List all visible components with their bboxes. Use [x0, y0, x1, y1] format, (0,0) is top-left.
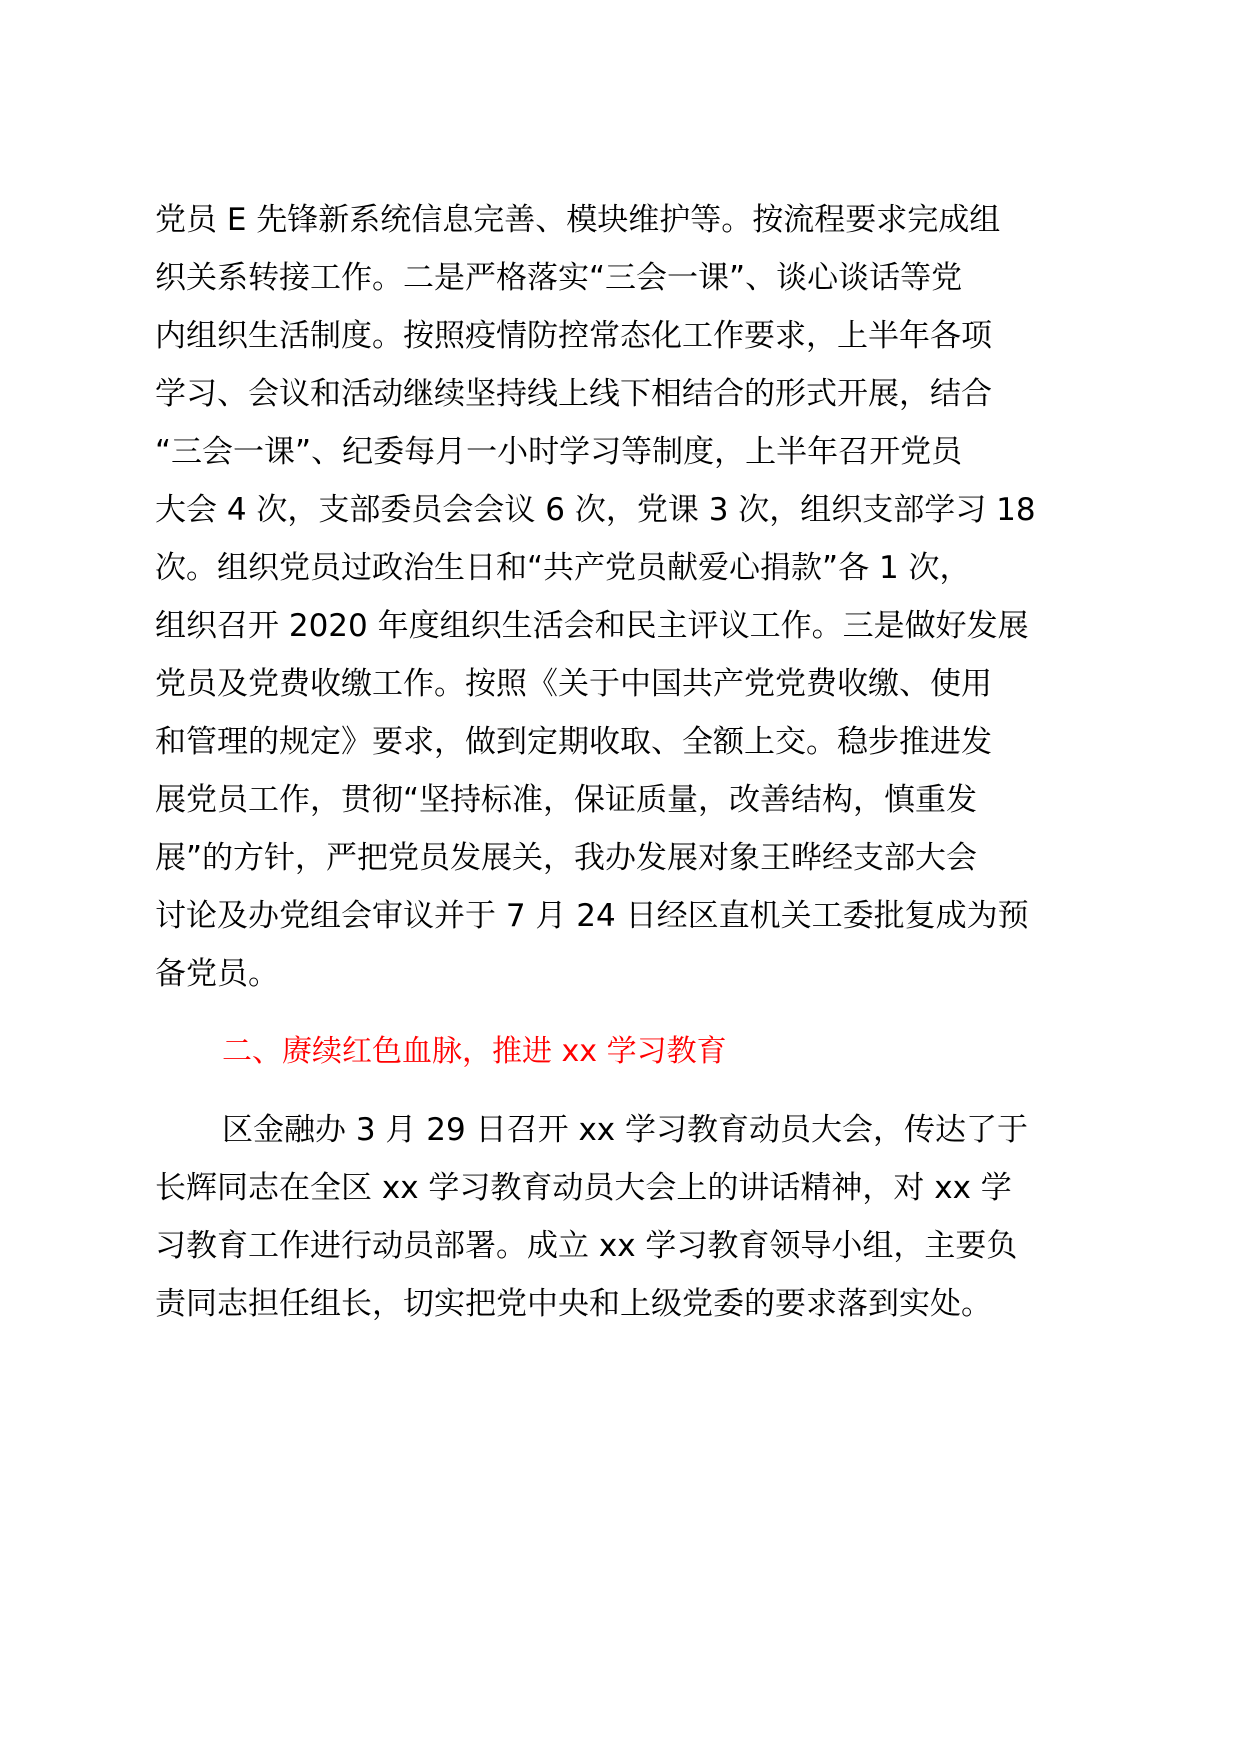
- body-text-line: 习教育工作进行动员部署。成立 xx 学习教育领导小组，主要负: [155, 1228, 1018, 1264]
- body-text-line: 党员及党费收缴工作。按照《关于中国共产党党费收缴、使用: [155, 666, 992, 702]
- section-heading: 二、赓续红色血脉，推进 xx 学习教育: [222, 1034, 727, 1069]
- body-text-line: 次。组织党员过政治生日和“共产党员献爱心捐款”各 1 次，: [155, 550, 971, 586]
- body-text-line: 长辉同志在全区 xx 学习教育动员大会上的讲话精神，对 xx 学: [155, 1170, 1012, 1206]
- body-text-line: 区金融办 3 月 29 日召开 xx 学习教育动员大会，传达了于: [222, 1112, 1028, 1148]
- body-text-line: 内组织生活制度。按照疫情防控常态化工作要求，上半年各项: [155, 318, 992, 354]
- body-text-line: “三会一课”、纪委每月一小时学习等制度，上半年召开党员: [155, 434, 963, 470]
- body-text-line: 展党员工作，贯彻“坚持标准，保证质量，改善结构，慎重发: [155, 782, 978, 818]
- body-text-line: 织关系转接工作。二是严格落实“三会一课”、谈心谈话等党: [155, 260, 963, 296]
- body-text-line: 组织召开 2020 年度组织生活会和民主评议工作。三是做好发展: [155, 608, 1029, 644]
- body-text-line: 讨论及办党组会审议并于 7 月 24 日经区直机关工委批复成为预: [155, 898, 1029, 934]
- body-text-line: 责同志担任组长，切实把党中央和上级党委的要求落到实处。: [155, 1286, 992, 1322]
- body-text-line: 备党员。: [155, 956, 279, 992]
- body-text-line: 展”的方针，严把党员发展关，我办发展对象王晔经支部大会: [155, 840, 978, 876]
- body-text-line: 大会 4 次，支部委员会会议 6 次，党课 3 次，组织支部学习 18: [155, 492, 1036, 528]
- body-text-line: 党员 E 先锋新系统信息完善、模块维护等。按流程要求完成组: [155, 202, 1001, 238]
- body-text-line: 和管理的规定》要求，做到定期收取、全额上交。稳步推进发: [155, 724, 992, 760]
- body-text-line: 学习、会议和活动继续坚持线上线下相结合的形式开展，结合: [155, 376, 992, 412]
